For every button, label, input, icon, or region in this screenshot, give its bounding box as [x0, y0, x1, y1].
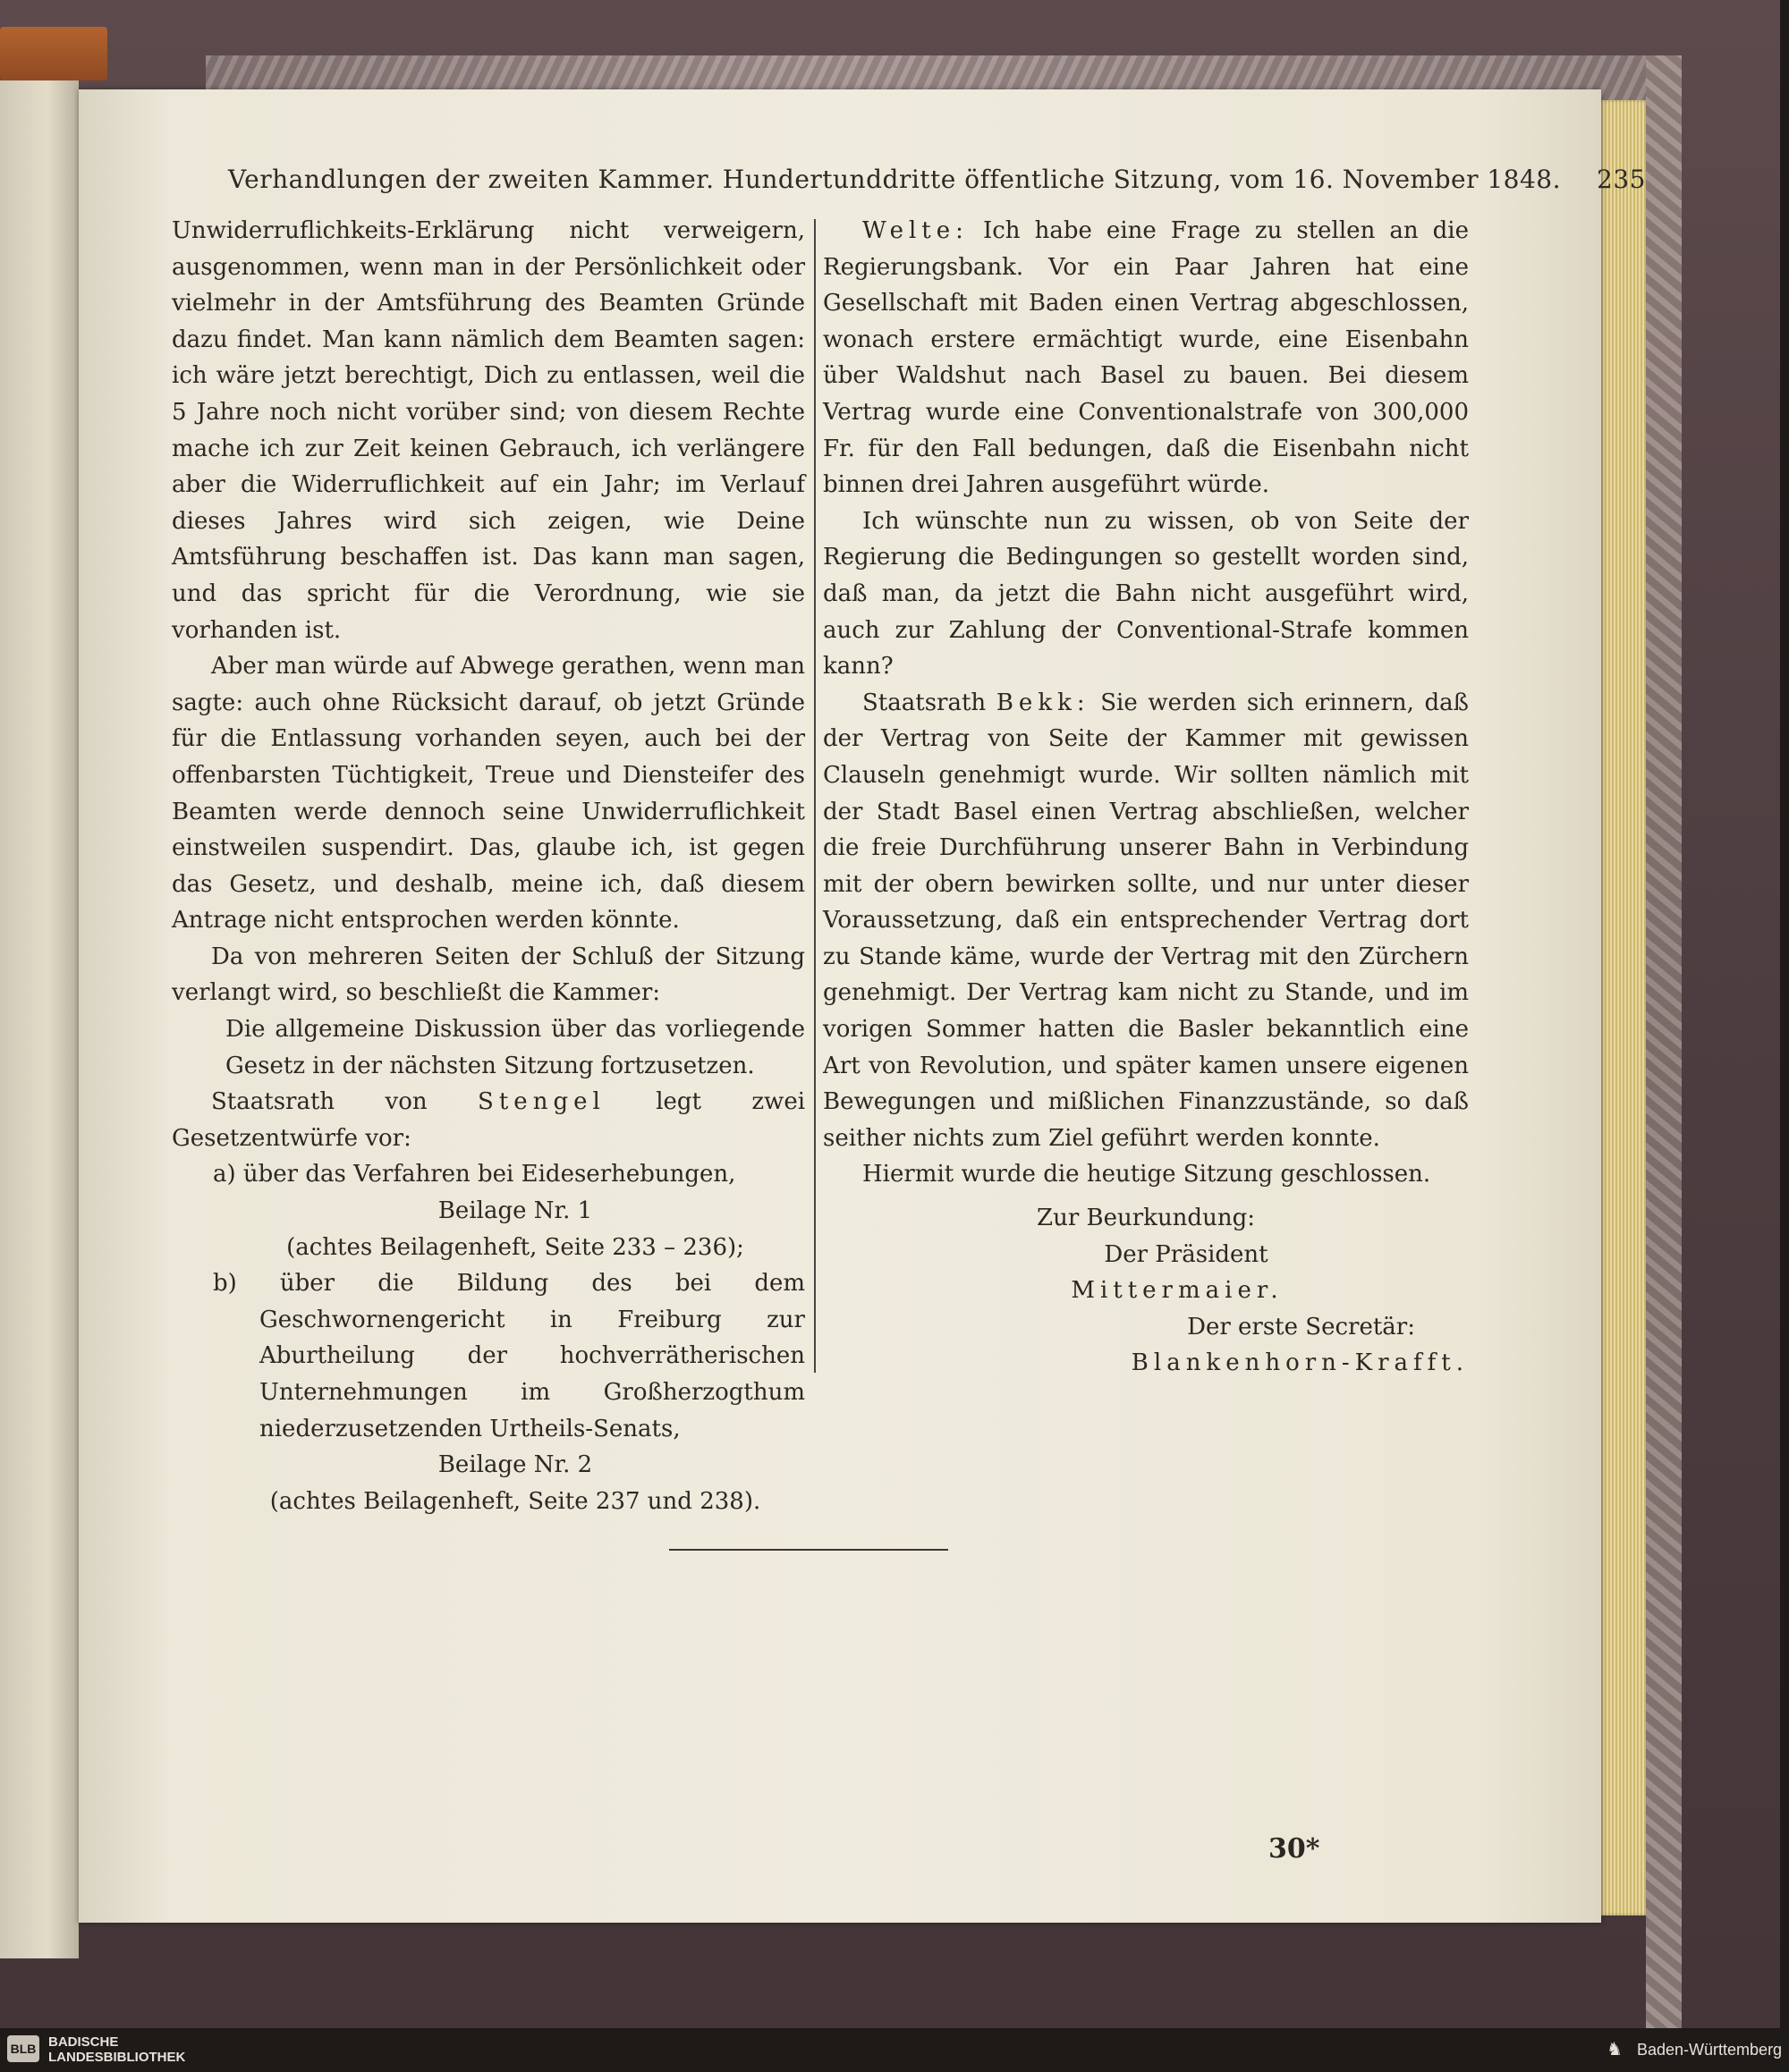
header-title: Verhandlungen der zweiten Kammer. Hundertunddritte öffentliche Sitzung, vom 16. November 1848. — [228, 164, 1562, 194]
paragraph — [172, 1084, 805, 1156]
paragraph: Ich wünschte nun zu wissen, ob von Seite der Regierung die Bedingungen so gestellt worden sind, daß man, da jetzt die Bahn nicht ausgeführt wird, auch zur Zahlung der Conventional-Strafe kommen kann? — [823, 507, 1469, 681]
running-header — [228, 161, 1646, 197]
library-name: BADISCHE LANDESBIBLIOTHEK — [48, 2034, 186, 2065]
signature-mark: 30* — [1268, 1833, 1320, 1865]
resolution-text: Die allgemeine Diskussion über das vorliegende Gesetz in der nächsten Sitzung fortzusetzen. — [225, 1016, 805, 1079]
paragraph: Da von mehreren Seiten der Schluß der Sitzung verlangt wird, so beschließt die Kammer: — [172, 943, 805, 1007]
speaker-title: Staatsrath — [862, 689, 987, 716]
appendix-reference: (achtes Beilagenheft, Seite 233 – 236); — [286, 1233, 744, 1261]
speaker-title: Staatsrath von — [211, 1088, 428, 1116]
page-number: 235 — [1597, 164, 1646, 194]
paragraph-text: legt zwei Gesetzentwürfe vor: — [172, 1088, 806, 1152]
viewer-footer — [0, 2028, 1789, 2072]
left-page-edge — [0, 80, 79, 1958]
paragraph-text: Sie werden sich erinnern, daß der Vertrag von Seite der Kammer mit gewissen Clauseln genehmigt wurde. Wir sollten nämlich mit der Stadt Basel einen Vertrag abschließen, welcher die freie Durchführung unserer Bahn in Verbindung mit der obern bewirken sollte, und nur unter dieser Voraussetzung, daß ein entsprechender Vertrag dort zu Stande käme, wurde der Vertrag mit den Zürchern genehmigt. Der Vertrag kam nicht zu Stande, und im vorigen Sommer hatten die Basler bekanntlich eine Art von Revolution, und später kamen unsere eigenen Bewegungen und mißlichen Finanzzustände, so daß seither nichts zum Ziel geführt werden konnte. — [823, 689, 1470, 1152]
list-item: b) über die Bildung des bei dem Geschwornengericht in Freiburg zur Aburtheilung der hochverrätherischen Unternehmungen im Großherzogthum niederzusetzenden Urtheils-Senats, — [213, 1270, 805, 1442]
column-divider — [814, 219, 816, 1373]
president-title: Der Präsident — [1104, 1240, 1268, 1268]
left-column — [172, 213, 805, 1519]
appendix-reference: (achtes Beilagenheft, Seite 237 und 238). — [269, 1487, 761, 1515]
speaker-name: Bekk: — [996, 689, 1090, 716]
list-item: a) über das Verfahren bei Eideserhebungen, — [213, 1161, 736, 1188]
paragraph — [823, 685, 1469, 1157]
right-column — [823, 213, 1469, 1382]
paragraph: Unwiderruflichkeits-Erklärung nicht verweigern, ausgenommen, wenn man in der Persönlichkeit oder vielmehr in der Amtsführung des Beamten Gründe dazu findet. Man kann nämlich dem Beamten sagen: ich wäre jetzt berechtigt, Dich zu entlassen, weil die 5 Jahre noch nicht vorüber sind; von diesem Rechte mache ich zur Zeit keinen Gebrauch, ich verlängere aber die Widerruflichkeit auf ein Jahr; im Verlauf dieses Jahres wird sich zeigen, wie Deine Amtsführung beschaffen ist. Das kann man sagen, und das spricht für die Verordnung, wie sie vorhanden ist. — [172, 217, 805, 644]
attestation: Zur Beurkundung: — [1037, 1205, 1255, 1232]
appendix-label: Beilage Nr. 1 — [437, 1197, 593, 1225]
paragraph: Aber man würde auf Abwege gerathen, wenn man sagte: auch ohne Rücksicht darauf, ob jetzt Gründe für die Entlassung vorhanden seyen, auch bei der offenbarsten Tüchtigkeit, Treue und Diensteifer des Beamten werde dennoch seine Unwiderruflichkeit einstweilen suspendirt. Das, glaube ich, ist gegen das Gesetz, und deshalb, meine ich, daß diesem Antrage nicht entsprochen werden könnte. — [172, 653, 805, 935]
appendix-label: Beilage Nr. 2 — [437, 1451, 593, 1479]
paragraph — [823, 213, 1469, 503]
blb-logo-icon[interactable]: BLB — [7, 2035, 39, 2062]
president-name: Mittermaier. — [1071, 1277, 1284, 1305]
closing-note: Hiermit wurde die heutige Sitzung geschlossen. — [862, 1161, 1431, 1188]
paragraph-text: Ich habe eine Frage zu stellen an die Regierungsbank. Vor ein Paar Jahren hat eine Gesellschaft mit Baden einen Vertrag abgeschlossen, wonach erstere ermächtigt wurde, eine Eisenbahn über Waldshut nach Basel zu bauen. Bei diesem Vertrag wurde eine Conventionalstrafe von 300,000 Fr. für den Fall bedungen, daß die Eisenbahn nicht binnen drei Jahren ausgeführt würde. — [823, 217, 1470, 499]
book-spine-corner — [0, 27, 107, 80]
secretary-title: Der erste Secretär: — [1187, 1313, 1415, 1340]
coat-of-arms-icon: ♞ — [1607, 2040, 1623, 2059]
speaker-name: Welte: — [862, 217, 969, 244]
secretary-name: Blankenhorn-Krafft. — [1131, 1349, 1469, 1377]
state-name: Baden-Württemberg — [1637, 2041, 1783, 2059]
speaker-name: Stengel — [478, 1088, 606, 1116]
page-stack-edges — [1599, 100, 1646, 1916]
marbled-cover-right — [1646, 55, 1682, 2028]
end-rule — [669, 1549, 948, 1551]
